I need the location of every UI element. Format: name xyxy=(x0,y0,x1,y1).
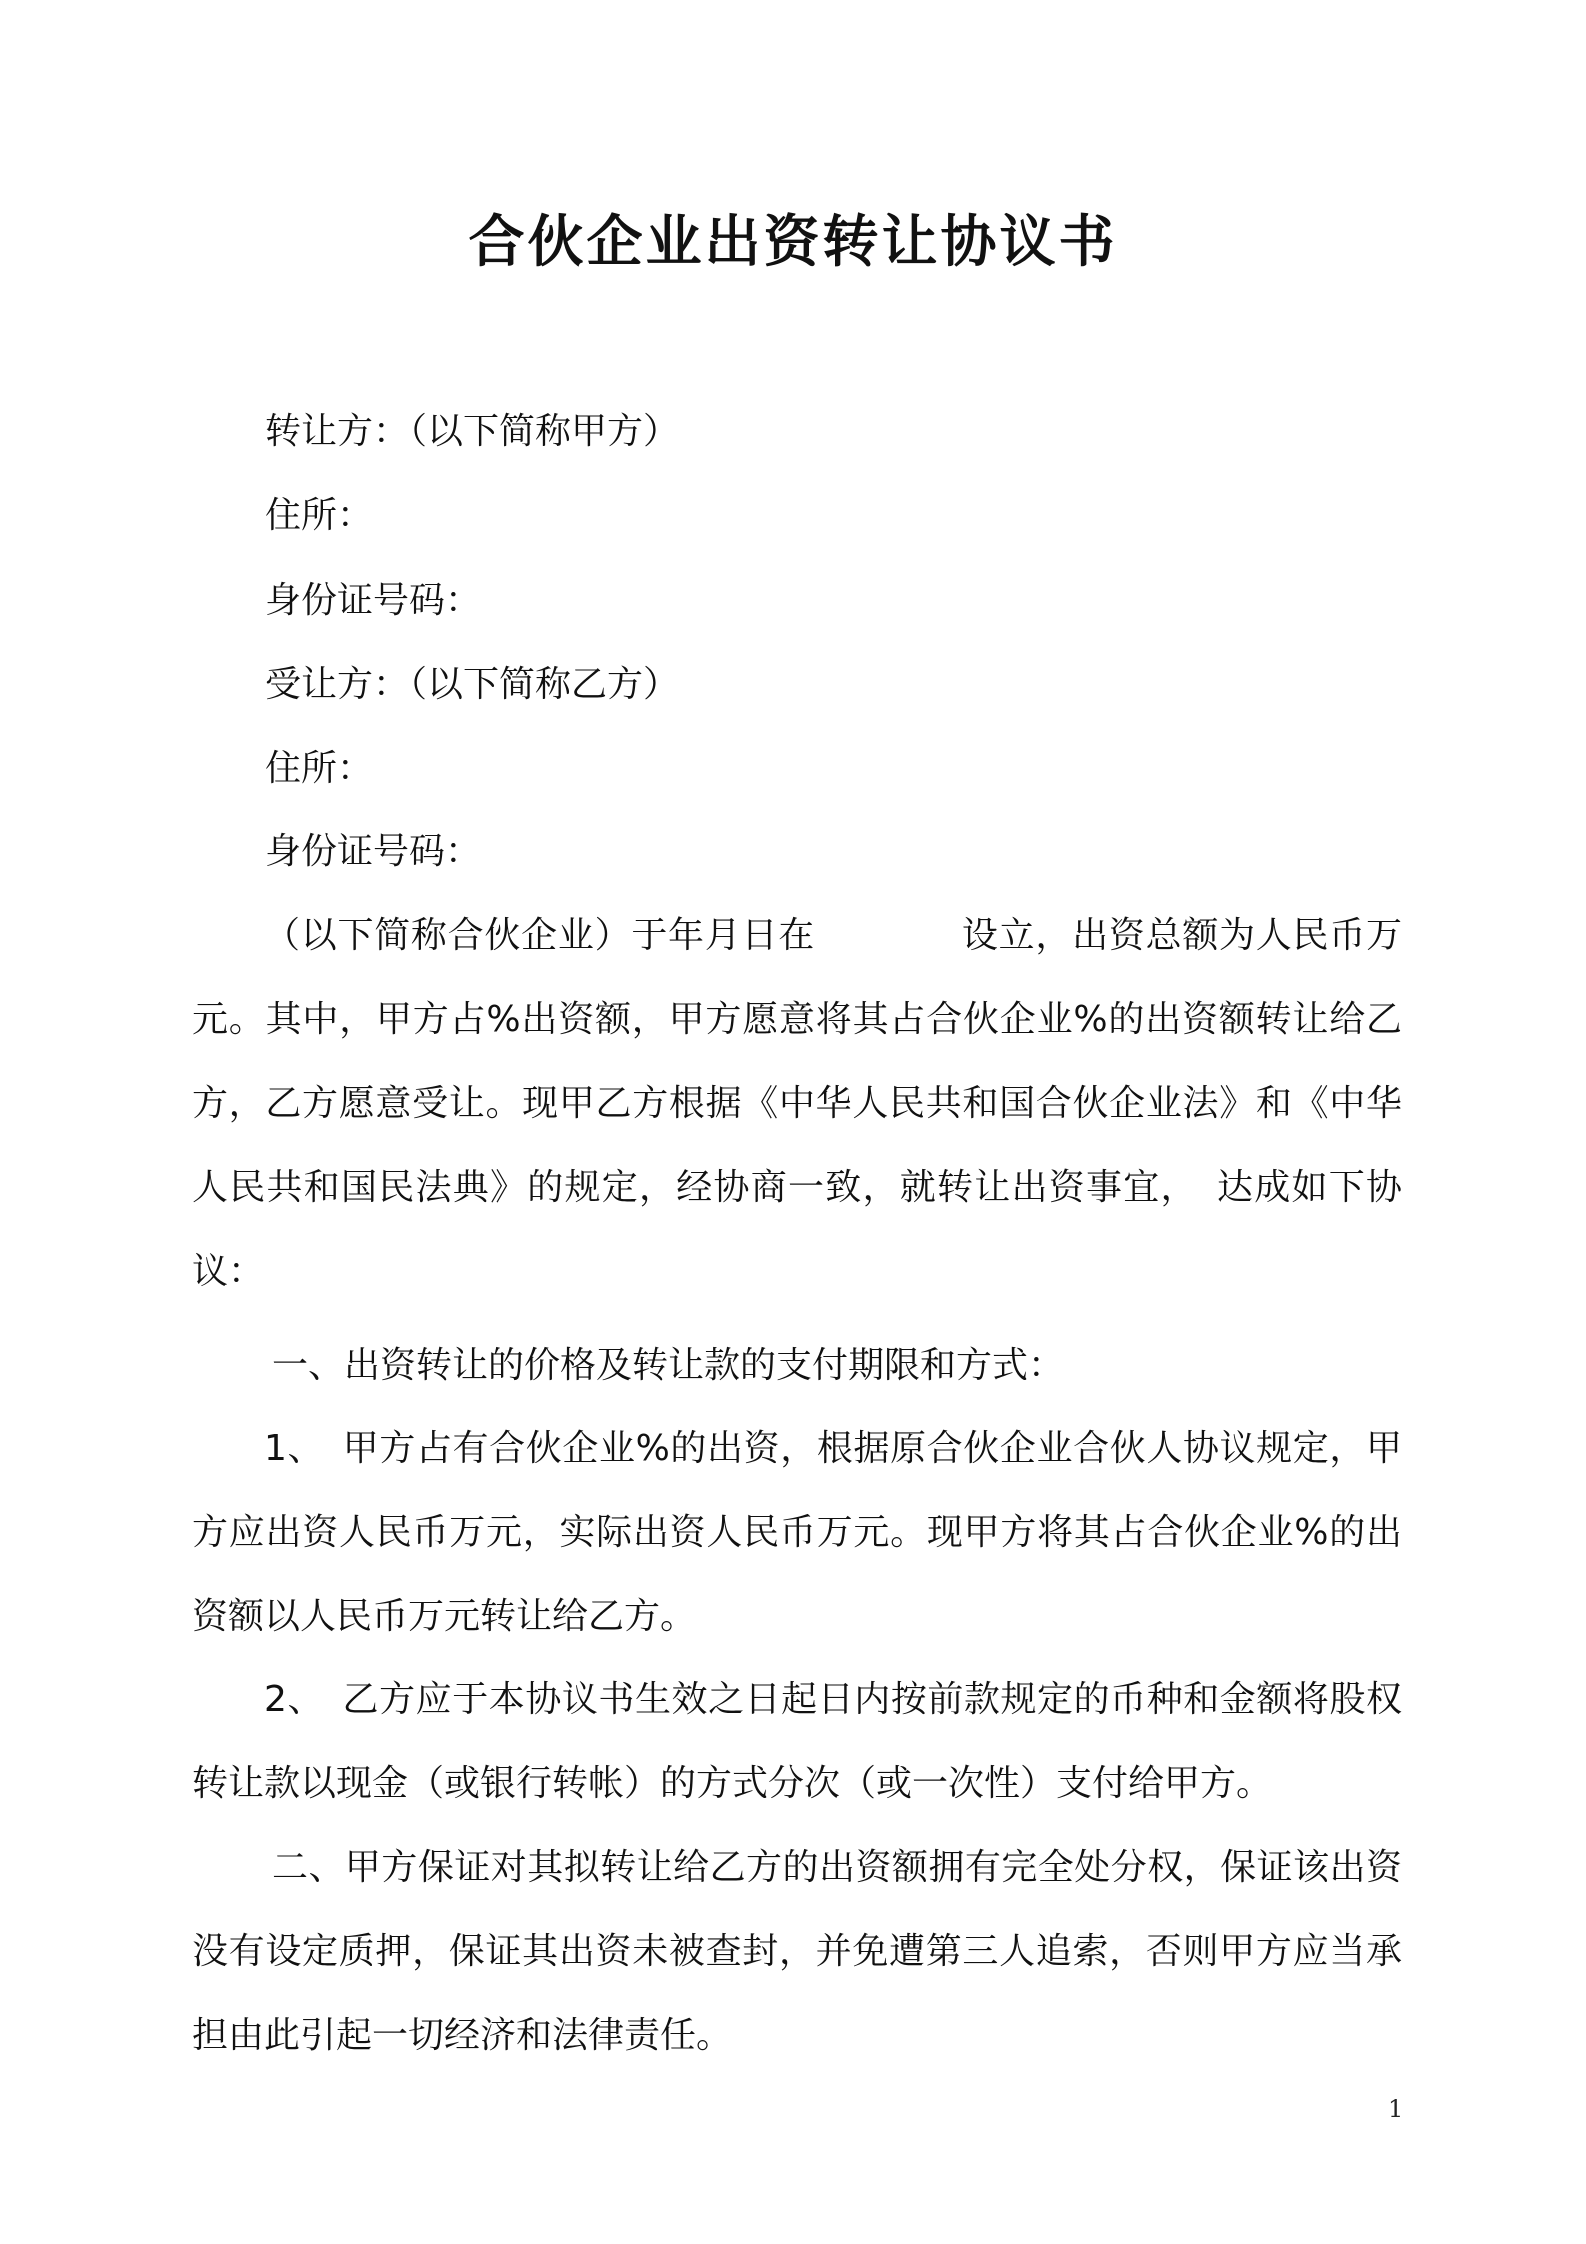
document-title: 合伙企业出资转让协议书 xyxy=(468,210,1118,275)
clause-2: 2、 乙方应于本协议书生效之日起日内按前款规定的币种和金额将股权转让款以现金（或银行转帐）的方式分次（或一次性）支付给甲方。 xyxy=(192,1679,1402,1804)
section-two: 二、甲方保证对其拟转让给乙方的出资额拥有完全处分权，保证该出资没有设定质押，保证其出资未被查封，并免遭第三人追索，否则甲方应当承担由此引起一切经济和法律责任。 xyxy=(192,1847,1402,2056)
transferor-id-number: 身份证号码： xyxy=(265,580,482,621)
transferor-label: 转让方：（以下简称甲方） xyxy=(265,411,680,452)
transferee-label: 受让方：（以下简称乙方） xyxy=(265,664,680,705)
section-one-heading: 一、出资转让的价格及转让款的支付期限和方式： xyxy=(272,1345,1065,1386)
transferee-id-number: 身份证号码： xyxy=(265,831,482,872)
transferee-address: 住所： xyxy=(265,748,374,789)
transferor-address: 住所： xyxy=(265,495,374,536)
clause-1: 1、 甲方占有合伙企业%的出资，根据原合伙企业合伙人协议规定，甲方应出资人民币万元，实际出资人民币万元。现甲方将其占合伙企业%的出资额以人民币万元转让给乙方。 xyxy=(192,1428,1402,1637)
intro-paragraph: （以下简称合伙企业）于年月日在 设立，出资总额为人民币万元。其中，甲方占%出资额，甲方愿意将其占合伙企业%的出资额转让给乙方，乙方愿意受让。现甲乙方根据《中华人民共和国合伙企业法》和《中华人民共和国民法典》的规定，经协商一致，就转让出资事宜， 达成如下协议： xyxy=(192,915,1402,1292)
page-number: 1 xyxy=(1388,2095,1404,2123)
